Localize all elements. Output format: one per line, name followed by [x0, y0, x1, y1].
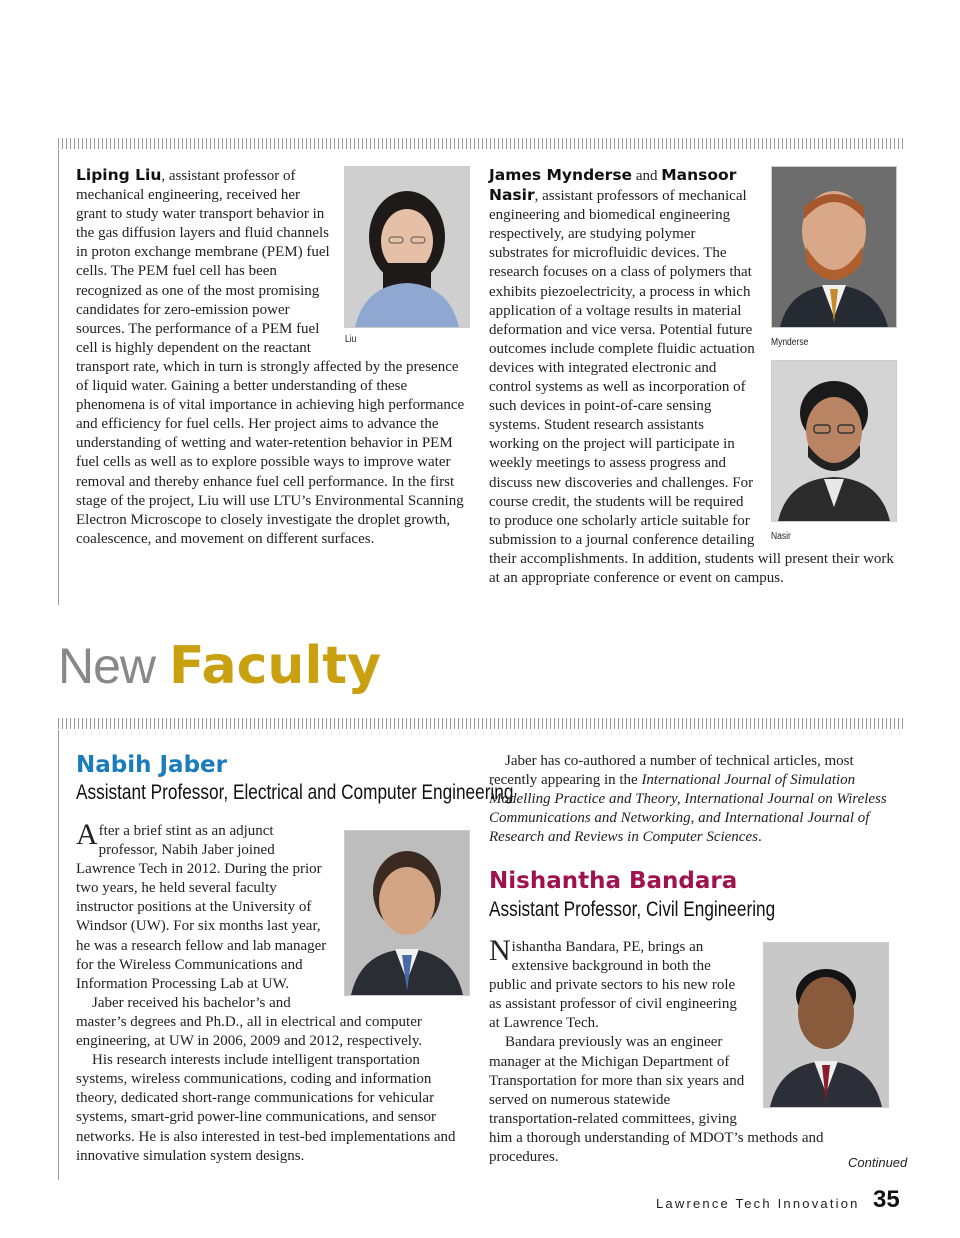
continued-label: Continued [848, 1155, 908, 1170]
liu-article [76, 166, 470, 549]
bandara-dropcap: N [489, 934, 511, 967]
faculty-left-vertical-rule [58, 730, 59, 1180]
mynderse-name: James Mynderse [489, 166, 633, 184]
mynderse-photo-caption: Mynderse [771, 337, 809, 348]
jaber-continued [489, 752, 889, 847]
bandara-name: Nishantha Bandara [489, 868, 738, 894]
jaber-photo [344, 830, 470, 996]
jaber-paragraph-1: fter a brief stint as an adjunct professor, Nabih Jaber joined Lawrence Tech in 2012. During the prior two years, he held several faculty instructor positions at the University of Windsor (UW). For six months last year, he was a research fellow and lab manager for the Wireless Communications and Information Processing Lab at UW. [76, 823, 327, 992]
nasir-name: Mansoor Nasir [489, 166, 737, 205]
bandara-article [489, 934, 889, 1167]
liu-name: Liping Liu [76, 166, 162, 184]
mynderse-photo [771, 166, 897, 328]
jaber-paragraph-2: Jaber received his bachelor’s and master’s degrees and Ph.D., all in electrical and computer engineering, at UW in 2006, 2009 and 2012, respectively. [76, 994, 423, 1050]
jaber-name: Nabih Jaber [76, 752, 227, 778]
liu-photo [344, 166, 470, 328]
mynderse-nasir-photo-column [771, 166, 899, 544]
jaber-article [76, 818, 470, 1166]
top-tick-divider [58, 138, 904, 149]
mynderse-and: and [632, 168, 662, 184]
bandara-paragraph-2: Bandara previously was an engineer manager at the Michigan Department of Transportation for more than six years and served on numerous statewide transportation-related committees, giving him a thorough understanding of MDOT’s methods and procedures. [489, 1034, 824, 1166]
jaber-title: Assistant Professor, Electrical and Computer Engineering [76, 781, 514, 804]
jaber-portrait-image [345, 831, 469, 995]
page-number: 35 [873, 1186, 900, 1213]
left-vertical-rule [58, 150, 59, 605]
new-faculty-section-title [58, 636, 381, 696]
jaber-paragraph-4-lead: Jaber has co-authored a number of technical articles, most recently appearing in the [489, 753, 854, 789]
nasir-photo [771, 360, 897, 522]
jaber-paragraph-3: His research interests include intelligent transportation systems, wireless communications, coding and information theory, dedicated short-range communications for vehicular systems, smart-grid power-line communications, and sensor networks. He is also interested in test-bed implementations and innovative simulation system designs. [76, 1052, 456, 1164]
footer-publication: Lawrence Tech Innovation [656, 1196, 860, 1211]
section-title-faculty: Faculty [169, 636, 382, 696]
mynderse-nasir-body: , assistant professors of mechanical engineering and biomedical engineering respectively, are studying polymer substrates for microfluidic devices. The research focuses on a class of polymers that exhibits piezoelectricity, a process in which application of a voltage results in material deformation and vice versa. Potential future outcomes include complete fluidic actuation devices with integrated electronic and control systems as well as incorporation of such devices in point-of-care sensing systems. Student research assistants working on the project will participate in weekly meetings to assess progress and discuss new discoveries and challenges. For course credit, the students will be required to produce one scholarly article suitable for submission to a journal conference detailing their accomplishments. In addition, students will present their work at an appropriate conference or event on campus. [489, 188, 894, 586]
nasir-photo-caption: Nasir [771, 531, 791, 543]
liu-photo-caption: Liu [345, 334, 357, 345]
mynderse-portrait-image [772, 167, 896, 327]
mynderse-nasir-article [489, 166, 899, 588]
jaber-journals: International Journal of Simulation Modelling Practice and Theory, International Journal on Wireless Communications and Networking, and International Journal of Research and Reviews in Computer Sciences [489, 772, 887, 846]
bandara-portrait-image [764, 943, 888, 1107]
bandara-paragraph-1: ishantha Bandara, PE, brings an extensive background in both the public and private sectors to his new role as assistant professor of civil engineering at Lawrence Tech. [489, 939, 737, 1032]
faculty-tick-divider [58, 718, 904, 729]
bandara-photo [763, 942, 889, 1108]
jaber-dropcap: A [76, 818, 98, 851]
nasir-portrait-image [772, 361, 896, 521]
liu-body: , assistant professor of mechanical engineering, received her grant to study water transport behavior in the gas diffusion layers and fluid channels in proton exchange membrane (PEM) fuel cells. The PEM fuel cell has been recognized as one of the most promising candidates for zero-emission power sources. The performance of a PEM fuel cell is highly dependent on the reactant transport rate, which in turn is strongly affected by the presence of liquid water. Gaining a better understanding of these phenomena is of vital importance in achieving high performance and efficiency for fuel cells. Her project aims to advance the understanding of wetting and water-retention behavior in PEM fuel cells as well as to explore possible ways to improve water removal and thereby enhance fuel cell performance. In the first stage of the project, Liu will use LTU’s Environmental Scanning Electron Microscope to closely investigate the droplet growth, coalescence, and movement on different surfaces. [76, 168, 465, 547]
section-title-new: New [58, 638, 156, 694]
liu-portrait-image [345, 167, 469, 327]
bandara-title: Assistant Professor, Civil Engineering [489, 898, 776, 921]
jaber-paragraph-4-end: . [757, 829, 762, 846]
